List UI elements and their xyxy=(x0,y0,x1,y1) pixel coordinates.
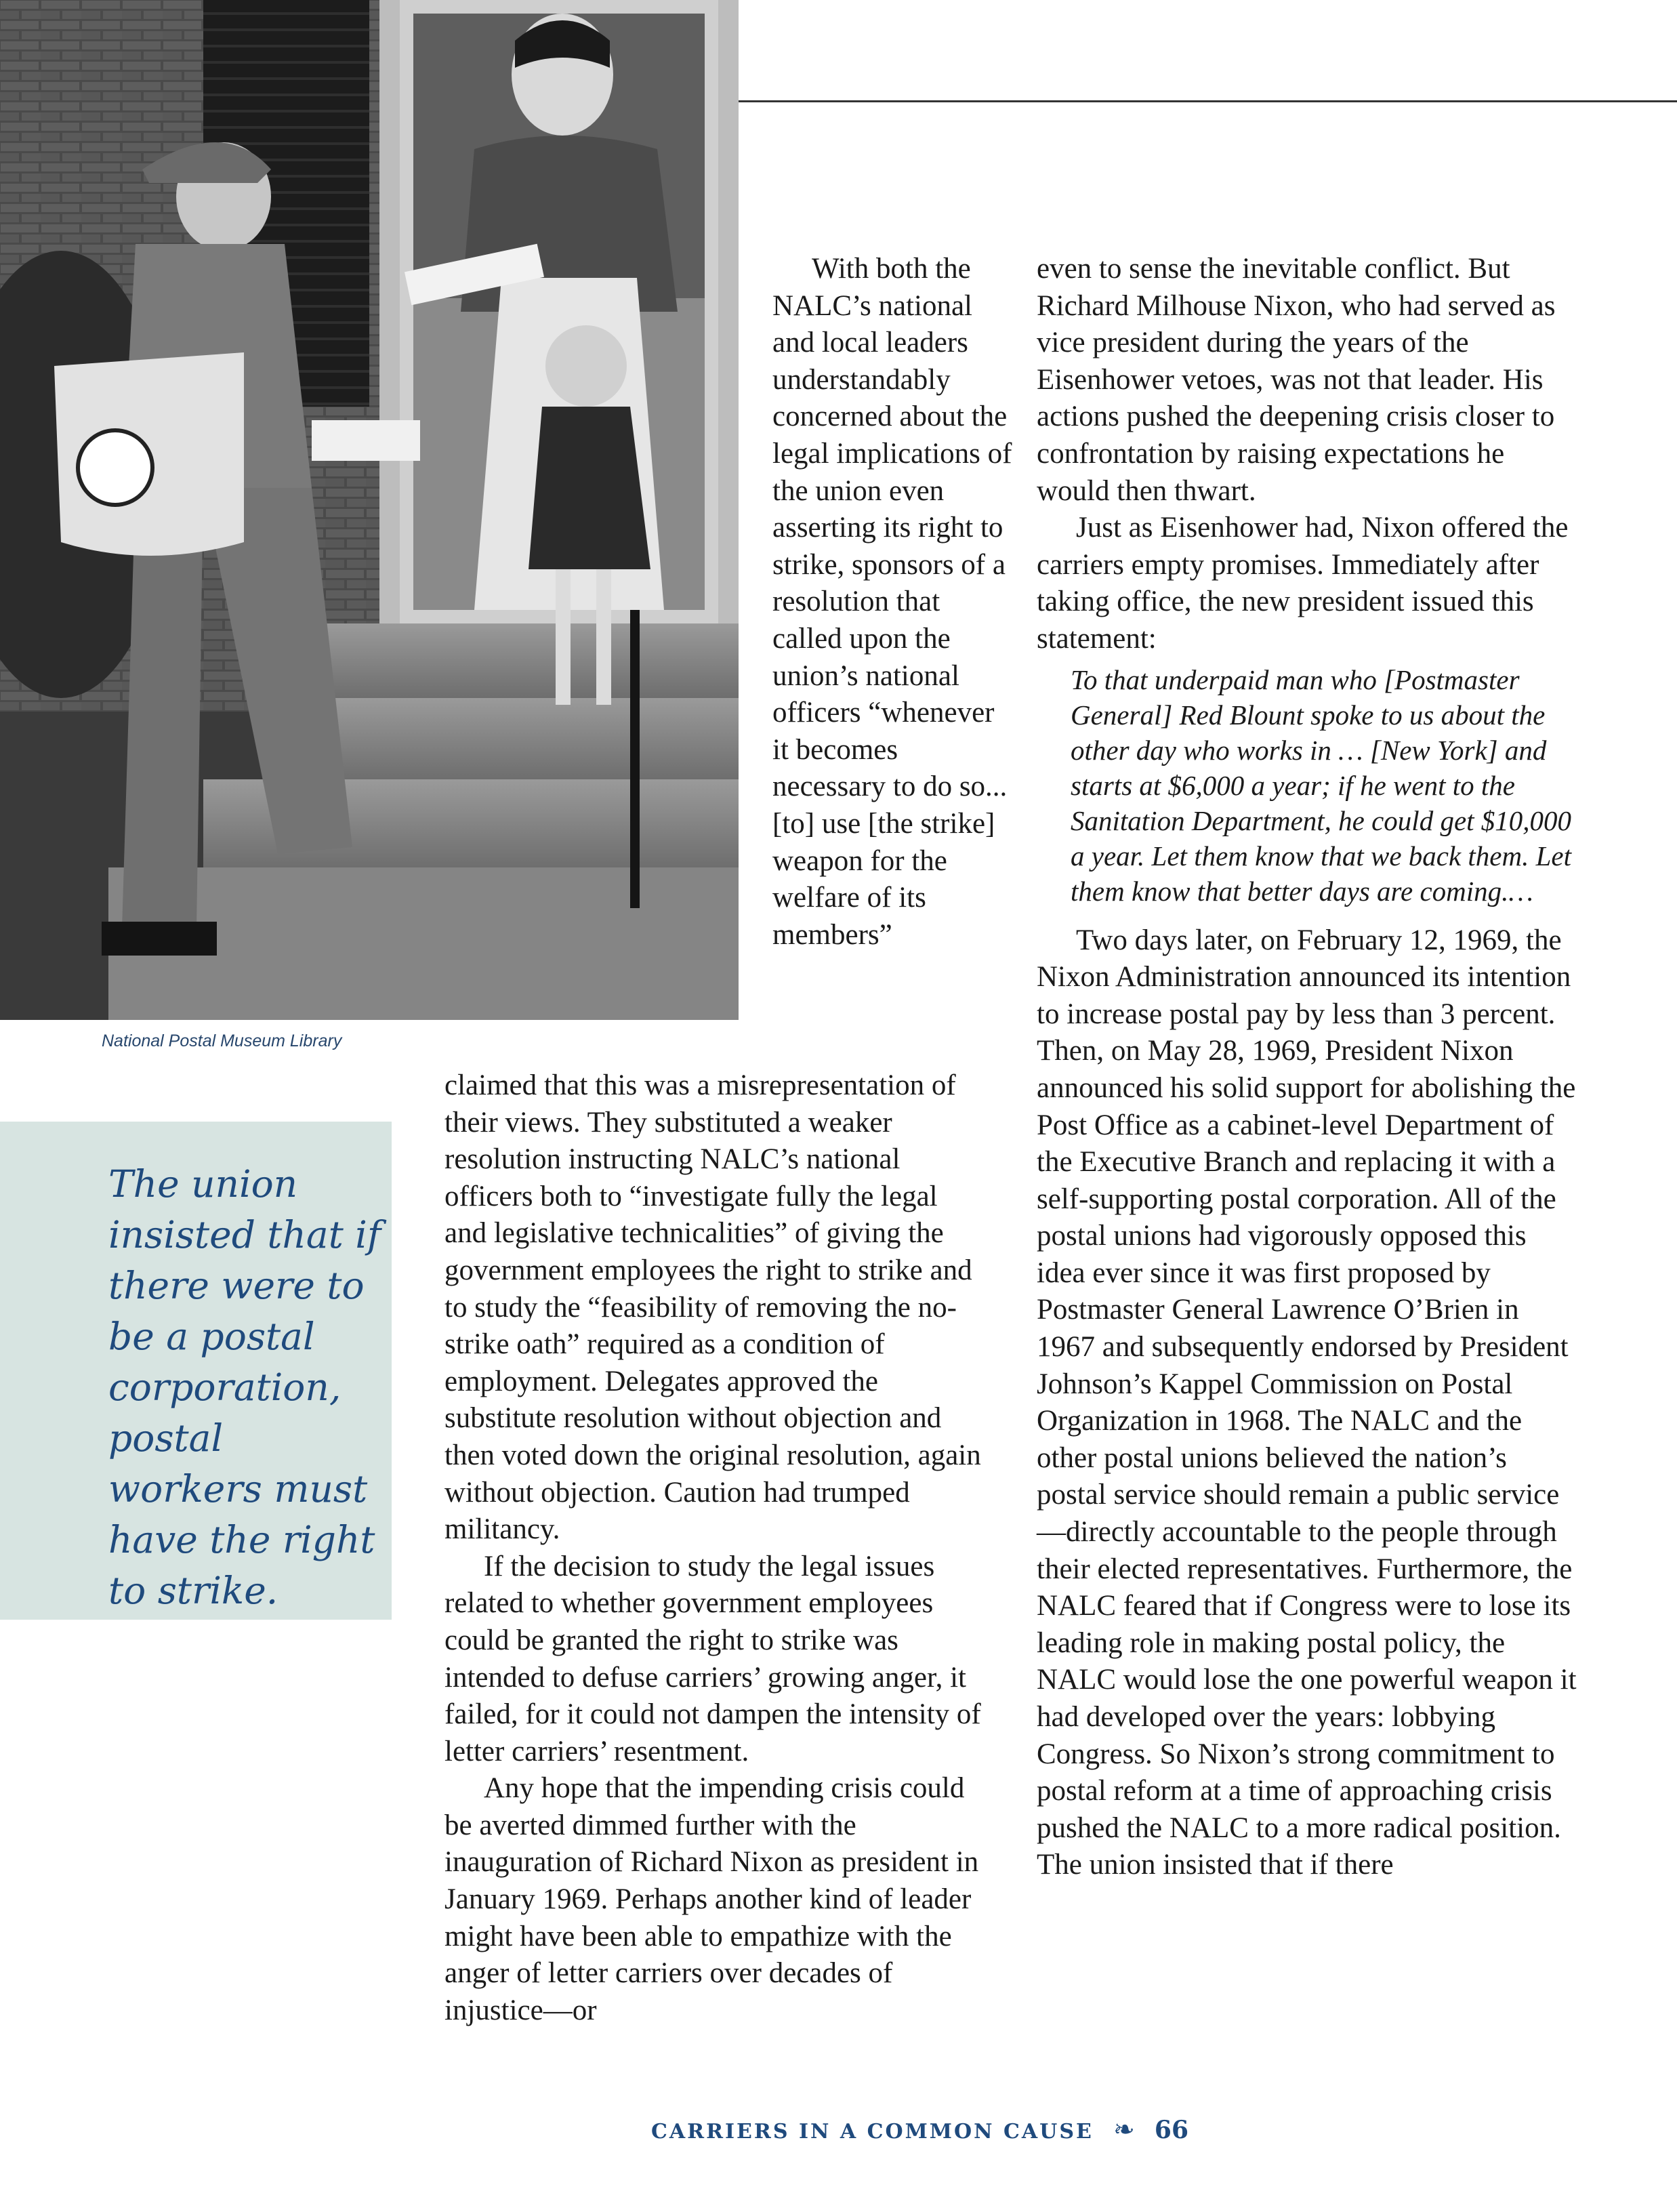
right-text-column xyxy=(1037,251,1579,1884)
photo-illustration xyxy=(0,0,739,1020)
right-paragraph-2: Just as Eisenhower had, Nixon offered the carriers empty promises. Immediately after taking office, the new president issued this statement: xyxy=(1037,512,1569,655)
right-paragraph-3: Two days later, on February 12, 1969, the Nixon Administration announced its intention to increase postal pay by less than 3 percent. Then, on May 28, 1969, President Nixon announced his solid support for abolishing the Post Office as a cabinet-level Department of the Executive Branch and replacing it with a self-supporting postal corporation. All of the postal unions had vigorously opposed this idea ever since it was first proposed by Postmaster General Lawrence O’Brien in 1967 and subsequently endorsed by President Johnson’s Kappel Commission on Postal Organization in 1968. The NALC and the other postal unions believed the nation’s postal service should remain a public service—directly accountable to the people through their elected representatives. Furthermore, the NALC feared that if Congress were to lose its leading role in making postal policy, the NALC would lose the one powerful weapon it had developed over the years: lobbying Congress. So Nixon’s strong commitment to postal reform at a time of approaching crisis pushed the NALC to a more radical position. The union insisted that if there xyxy=(1037,924,1577,1881)
pull-quote-box xyxy=(0,1122,392,1620)
page-number: 66 xyxy=(1154,2116,1188,2144)
running-title: CARRIERS IN A COMMON CAUSE xyxy=(651,2120,1094,2144)
fleuron-icon: ❧ xyxy=(1113,2114,1135,2144)
footer-content xyxy=(651,2114,1188,2144)
left-paragraph-3: Any hope that the impending crisis could be averted dimmed further with the inauguration of Richard Nixon as president in January 1969. Perhaps another kind of leader might have been able to empathize with the anger of letter carriers over decades of injustice—or xyxy=(444,1772,979,2026)
top-rule-divider xyxy=(739,100,1677,102)
pull-quote-text: The union insisted that if there were to be a postal corporation, postal workers must have the right to strike. xyxy=(108,1162,381,1612)
mail-carrier-delivering-photo xyxy=(0,0,739,1020)
narrow-column-paragraph: With both the NALC’s national and local leaders understandably concerned about the legal implications of the union even asserting its right to strike, sponsors of a resolution that called upon the union’s national officers “whenever it becomes necessary to do so...[to] use [the strike] weapon for the welfare of its members” xyxy=(772,253,1012,951)
left-paragraph-2: If the decision to study the legal issues related to whether government employees could be granted the right to strike was intended to defuse carriers’ growing anger, it failed, for it could not dampen the intensity of letter carriers’ resentment. xyxy=(444,1550,981,1767)
photo-credit: National Postal Museum Library xyxy=(102,1031,342,1050)
narrow-text-column xyxy=(772,251,1016,954)
nixon-quote-block: To that underpaid man who [Postmaster General] Red Blount spoke to us about the other day who works in … [New York] and starts at $6,000 a year; if he went to the Sanitation Department, he could get $10,000 a year. Let them know that we back them. Let them know that better days are coming.… xyxy=(1071,663,1572,907)
right-paragraph-1: even to sense the inevitable conflict. But Richard Milhouse Nixon, who had served as vice president during the years of the Eisenhower vetoes, was not that leader. His actions pushed the deepening crisis closer to confrontation by raising expectations he would then thwart. xyxy=(1037,253,1556,507)
left-paragraph-1: claimed that this was a misrepresentation of their views. They substituted a weaker resolution instructing NALC’s national officers both to “investigate fully the legal and legislative technicalities” of giving the government employees the right to strike and to study the “feasibility of removing the no-strike oath” required as a condition of employment. Delegates approved the substitute resolution without objection and then voted down the original resolution, again without objection. Caution had trumped militancy. xyxy=(444,1069,981,1546)
left-text-column xyxy=(444,1067,987,2029)
page-footer xyxy=(0,2114,1677,2144)
